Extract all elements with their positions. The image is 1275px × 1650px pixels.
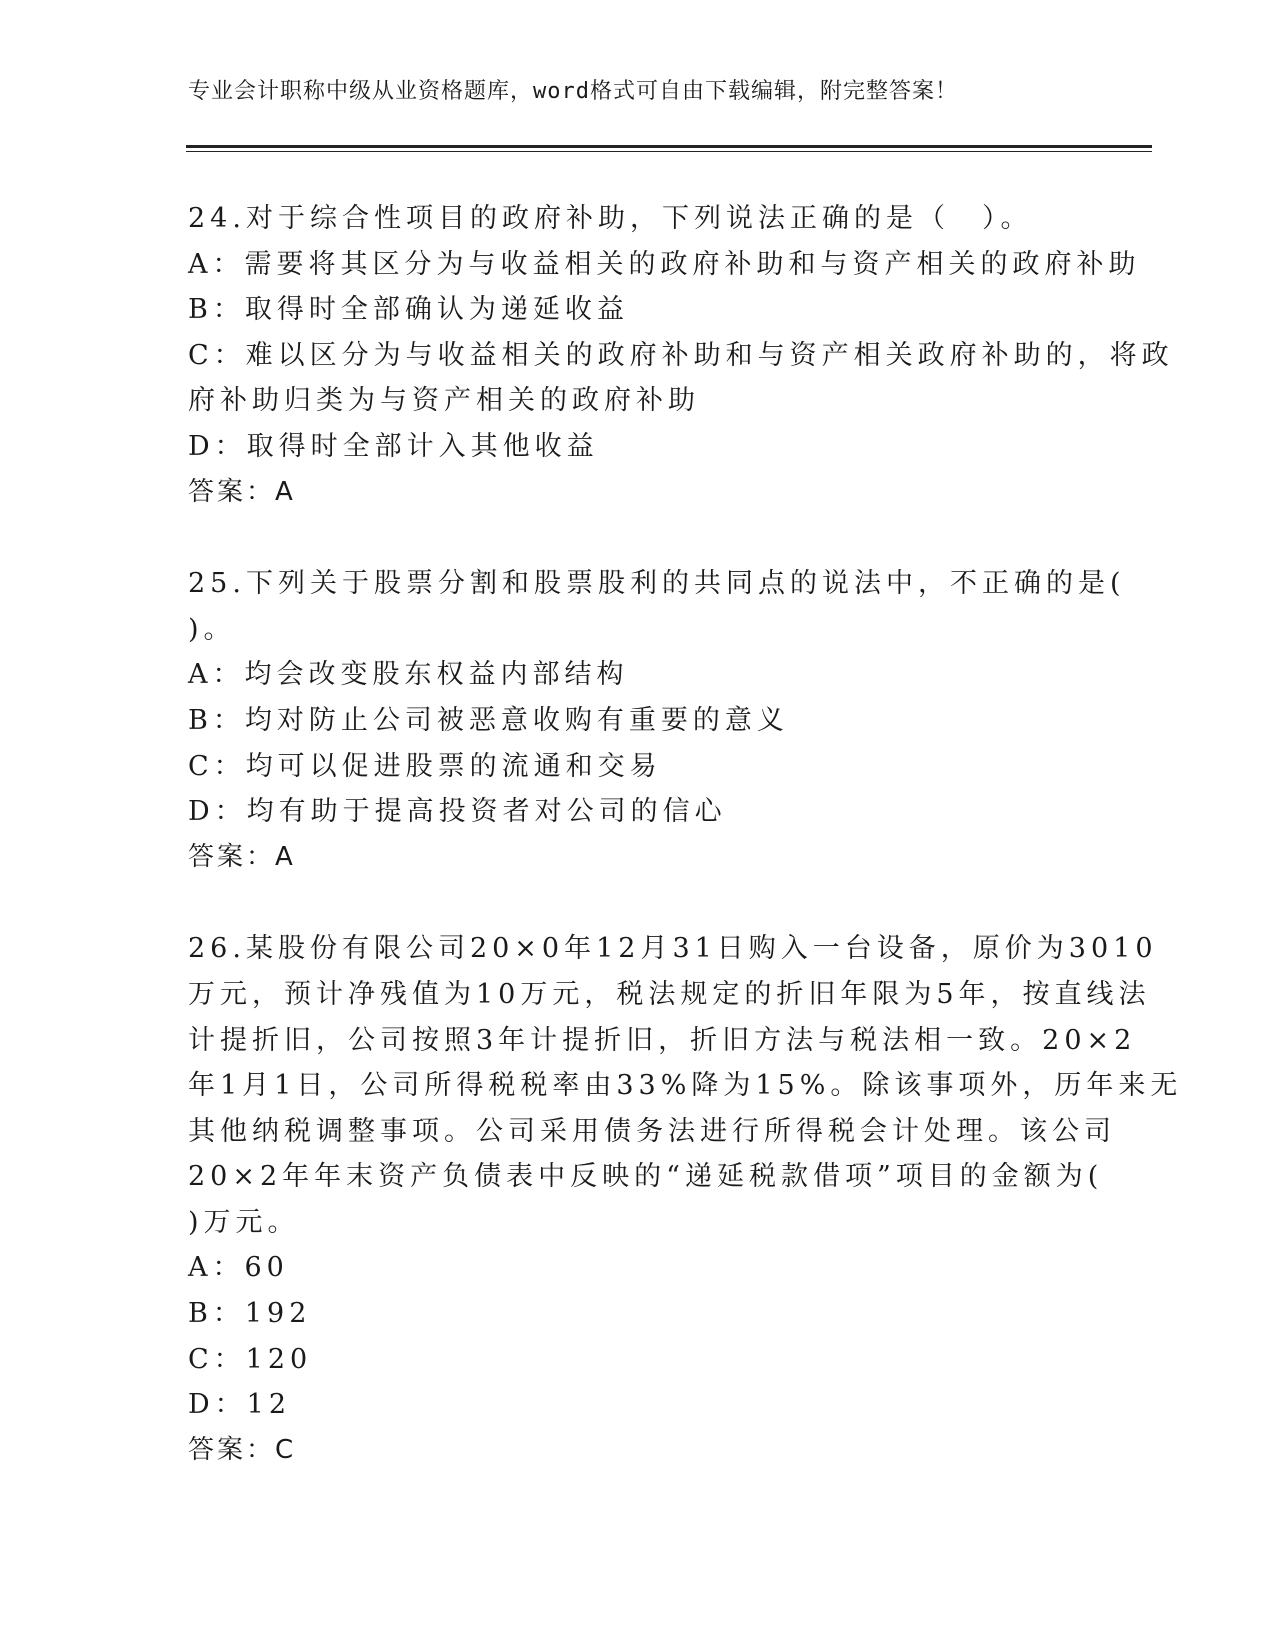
question-stem: 26.某股份有限公司20×0年12月31日购入一台设备，原价为3010	[188, 933, 1158, 965]
option-b: B：192	[188, 1298, 312, 1330]
question-25	[188, 561, 1126, 880]
question-stem-continued: )。	[188, 613, 236, 645]
answer: 答案：C	[188, 1434, 297, 1465]
option-a: A：需要将其区分为与收益相关的政府补助和与资产相关的政府补助	[188, 248, 1141, 280]
question-stem-continued: 年1月1日，公司所得税税率由33%降为15%。除该事项外，历年来无	[188, 1070, 1183, 1102]
option-b: B：取得时全部确认为递延收益	[188, 294, 629, 326]
option-a: A：均会改变股东权益内部结构	[188, 659, 629, 691]
question-stem-continued: 计提折旧，公司按照3年计提折旧，折旧方法与税法相一致。20×2	[188, 1024, 1137, 1056]
question-stem-continued: 其他纳税调整事项。公司采用债务法进行所得税会计处理。该公司	[188, 1115, 1116, 1147]
option-d: D：12	[188, 1389, 292, 1421]
answer: 答案：A	[188, 476, 296, 507]
question-stem-continued: )万元。	[188, 1206, 300, 1238]
header-divider-thick	[186, 145, 1152, 148]
question-26	[188, 926, 1183, 1473]
header-divider-thin	[186, 151, 1152, 152]
option-d: D：取得时全部计入其他收益	[188, 430, 599, 462]
question-stem-continued: 20×2年年末资产负债表中反映的“递延税款借项”项目的金额为(	[188, 1161, 1104, 1193]
question-stem-continued: 万元，预计净残值为10万元，税法规定的折旧年限为5年，按直线法	[188, 978, 1151, 1010]
option-c: C：120	[188, 1343, 313, 1375]
answer: 答案：A	[188, 841, 296, 872]
question-list	[188, 196, 1183, 1473]
option-c: C：均可以促进股票的流通和交易	[188, 750, 662, 782]
option-c: C：难以区分为与收益相关的政府补助和与资产相关政府补助的，将政	[188, 339, 1174, 371]
option-b: B：均对防止公司被恶意收购有重要的意义	[188, 704, 789, 736]
option-d: D：均有助于提高投资者对公司的信心	[188, 796, 727, 828]
option-a: A：60	[188, 1252, 289, 1284]
spacer	[188, 515, 1088, 561]
question-24	[188, 196, 1174, 515]
page-header: 专业会计职称中级从业资格题库，word格式可自由下载编辑，附完整答案！	[188, 79, 958, 104]
option-c-continued: 府补助归类为与资产相关的政府补助	[188, 385, 700, 417]
spacer	[188, 880, 1088, 926]
question-stem: 24.对于综合性项目的政府补助，下列说法正确的是（ ）。	[188, 203, 1033, 234]
question-stem: 25.下列关于股票分割和股票股利的共同点的说法中，不正确的是(	[188, 568, 1126, 600]
